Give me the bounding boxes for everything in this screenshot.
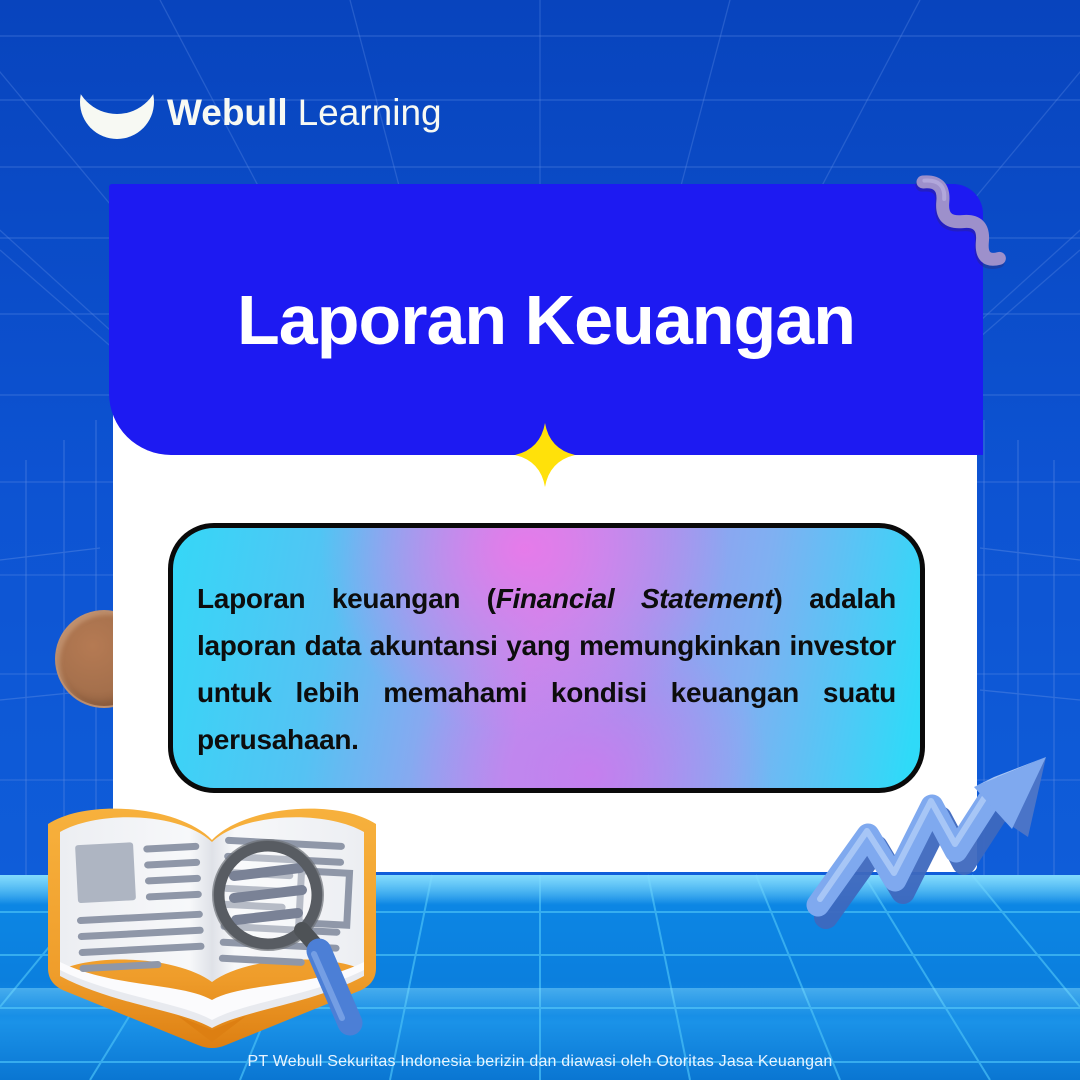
brand-logo [78,84,442,142]
brand-suffix: Learning [297,92,442,133]
webull-crescent-icon [78,84,156,142]
brand-name: Webull [167,92,288,133]
definition-text-before: Laporan keuangan ( [197,583,496,614]
sparkle-icon [513,423,577,487]
trend-arrow-illustration [798,733,1050,961]
definition-text-italic: Financial Statement [495,583,774,614]
title-banner [109,184,983,455]
brand-logo-text [167,92,442,134]
footer-disclaimer: PT Webull Sekuritas Indonesia berizin dan diawasi oleh Otoritas Jasa Keuangan [247,1053,833,1070]
squiggle-icon [903,156,1028,276]
definition-text [197,575,896,763]
open-book-illustration [28,780,396,1048]
page-title: Laporan Keuangan [237,280,855,359]
definition-text-after: ) adalah laporan data akuntansi yang memungkinkan investor untuk lebih memahami kondisi keuangan suatu perusahaan. [197,583,896,755]
